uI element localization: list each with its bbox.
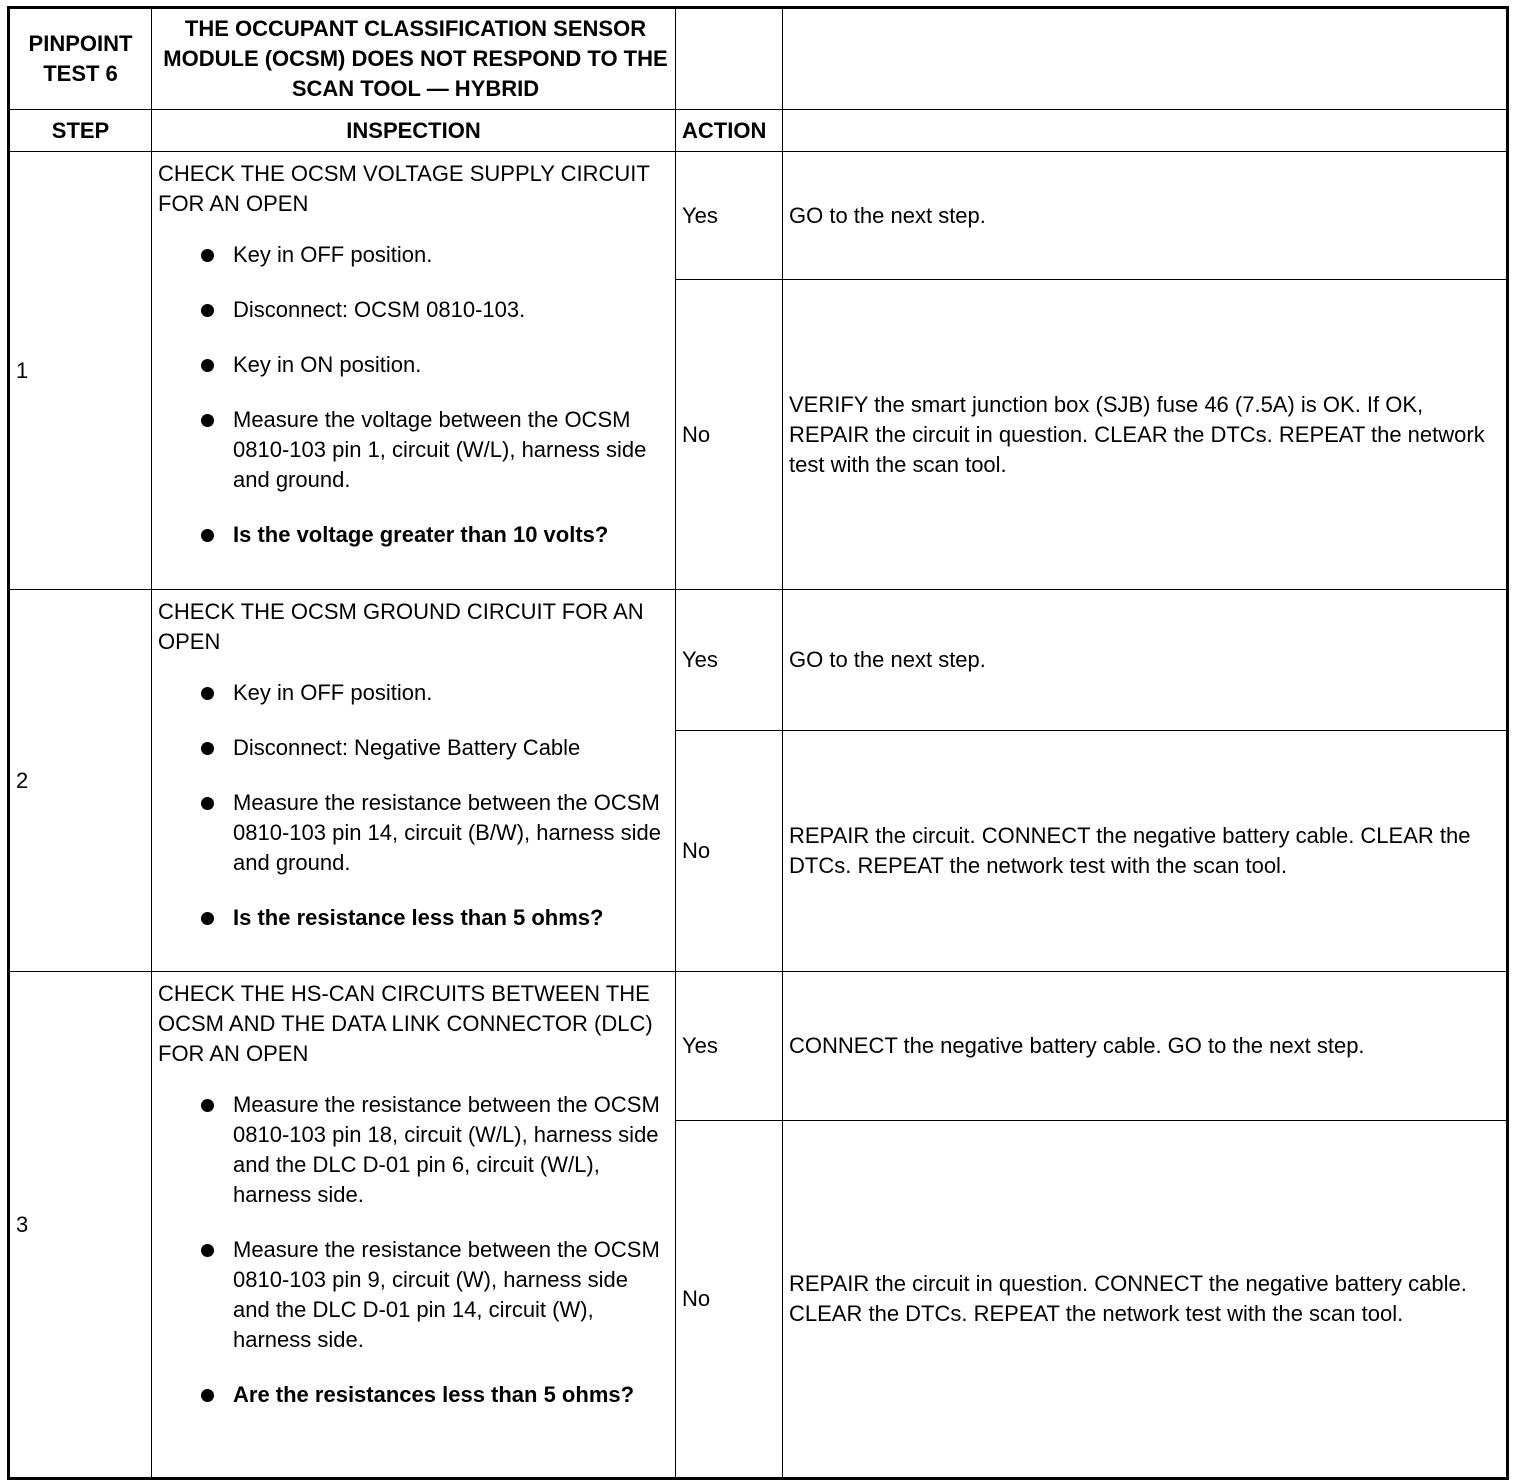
- bullet-icon: [201, 742, 214, 755]
- step-question: Is the voltage greater than 10 volts?: [158, 520, 669, 550]
- list-item: Key in ON position.: [158, 350, 669, 380]
- step-1-yes-row: [9, 152, 1508, 280]
- yes-label: Yes: [676, 972, 783, 1121]
- bullet-icon: [201, 1099, 214, 1112]
- bullet-icon: [201, 359, 214, 372]
- step-question: Is the resistance less than 5 ohms?: [158, 903, 669, 933]
- no-label: No: [676, 1121, 783, 1479]
- step-inspection: [152, 972, 676, 1479]
- bullet-icon: [201, 414, 214, 427]
- step-inspection: [152, 590, 676, 972]
- bullet-icon: [201, 1389, 214, 1402]
- page-title: THE OCCUPANT CLASSIFICATION SENSOR MODULE (OCSM) DOES NOT RESPOND TO THE SCAN TOOL — HYBRID: [152, 8, 676, 110]
- list-item: Disconnect: Negative Battery Cable: [158, 733, 669, 763]
- list-item: Measure the resistance between the OCSM 0810-103 pin 18, circuit (W/L), harness side and the DLC D-01 pin 6, circuit (W/L), harness side.: [158, 1090, 669, 1210]
- column-header-blank: [783, 110, 1508, 152]
- title-blank-cell: [676, 8, 783, 110]
- yes-action: CONNECT the negative battery cable. GO to the next step.: [783, 972, 1508, 1121]
- column-header-row: [9, 110, 1508, 152]
- list-item: Disconnect: OCSM 0810-103.: [158, 295, 669, 325]
- bullet-icon: [201, 1244, 214, 1257]
- pinpoint-test-table: [7, 6, 1509, 1480]
- step-bullet-list: [158, 678, 669, 933]
- yes-action: GO to the next step.: [783, 152, 1508, 280]
- no-action: REPAIR the circuit. CONNECT the negative battery cable. CLEAR the DTCs. REPEAT the network test with the scan tool.: [783, 731, 1508, 972]
- title-blank-cell: [783, 8, 1508, 110]
- list-item: Measure the voltage between the OCSM 0810-103 pin 1, circuit (W/L), harness side and ground.: [158, 405, 669, 495]
- no-action: VERIFY the smart junction box (SJB) fuse 46 (7.5A) is OK. If OK, REPAIR the circuit in question. CLEAR the DTCs. REPEAT the network test with the scan tool.: [783, 280, 1508, 590]
- test-label: PINPOINT TEST 6: [9, 8, 152, 110]
- list-item: Key in OFF position.: [158, 240, 669, 270]
- step-number: 1: [9, 152, 152, 590]
- yes-label: Yes: [676, 152, 783, 280]
- bullet-icon: [201, 797, 214, 810]
- step-bullet-list: [158, 240, 669, 550]
- bullet-icon: [201, 687, 214, 700]
- step-2-yes-row: [9, 590, 1508, 731]
- yes-action: GO to the next step.: [783, 590, 1508, 731]
- title-row: [9, 8, 1508, 110]
- list-item: Measure the resistance between the OCSM 0810-103 pin 14, circuit (B/W), harness side and ground.: [158, 788, 669, 878]
- step-number: 2: [9, 590, 152, 972]
- bullet-icon: [201, 304, 214, 317]
- list-item: Measure the resistance between the OCSM 0810-103 pin 9, circuit (W), harness side and the DLC D-01 pin 14, circuit (W), harness side.: [158, 1235, 669, 1355]
- list-item: Key in OFF position.: [158, 678, 669, 708]
- step-3-yes-row: [9, 972, 1508, 1121]
- bullet-icon: [201, 529, 214, 542]
- column-header-inspection: INSPECTION: [152, 110, 676, 152]
- no-label: No: [676, 280, 783, 590]
- column-header-step: STEP: [9, 110, 152, 152]
- no-label: No: [676, 731, 783, 972]
- column-header-action: ACTION: [676, 110, 783, 152]
- no-action: REPAIR the circuit in question. CONNECT the negative battery cable. CLEAR the DTCs. REPEAT the network test with the scan tool.: [783, 1121, 1508, 1479]
- yes-label: Yes: [676, 590, 783, 731]
- step-heading: CHECK THE OCSM GROUND CIRCUIT FOR AN OPEN: [158, 599, 644, 654]
- bullet-icon: [201, 912, 214, 925]
- step-question: Are the resistances less than 5 ohms?: [158, 1380, 669, 1410]
- step-bullet-list: [158, 1090, 669, 1410]
- bullet-icon: [201, 249, 214, 262]
- step-inspection: [152, 152, 676, 590]
- step-number: 3: [9, 972, 152, 1479]
- step-heading: CHECK THE OCSM VOLTAGE SUPPLY CIRCUIT FOR AN OPEN: [158, 161, 650, 216]
- step-heading: CHECK THE HS-CAN CIRCUITS BETWEEN THE OCSM AND THE DATA LINK CONNECTOR (DLC) FOR AN OPEN: [158, 981, 653, 1066]
